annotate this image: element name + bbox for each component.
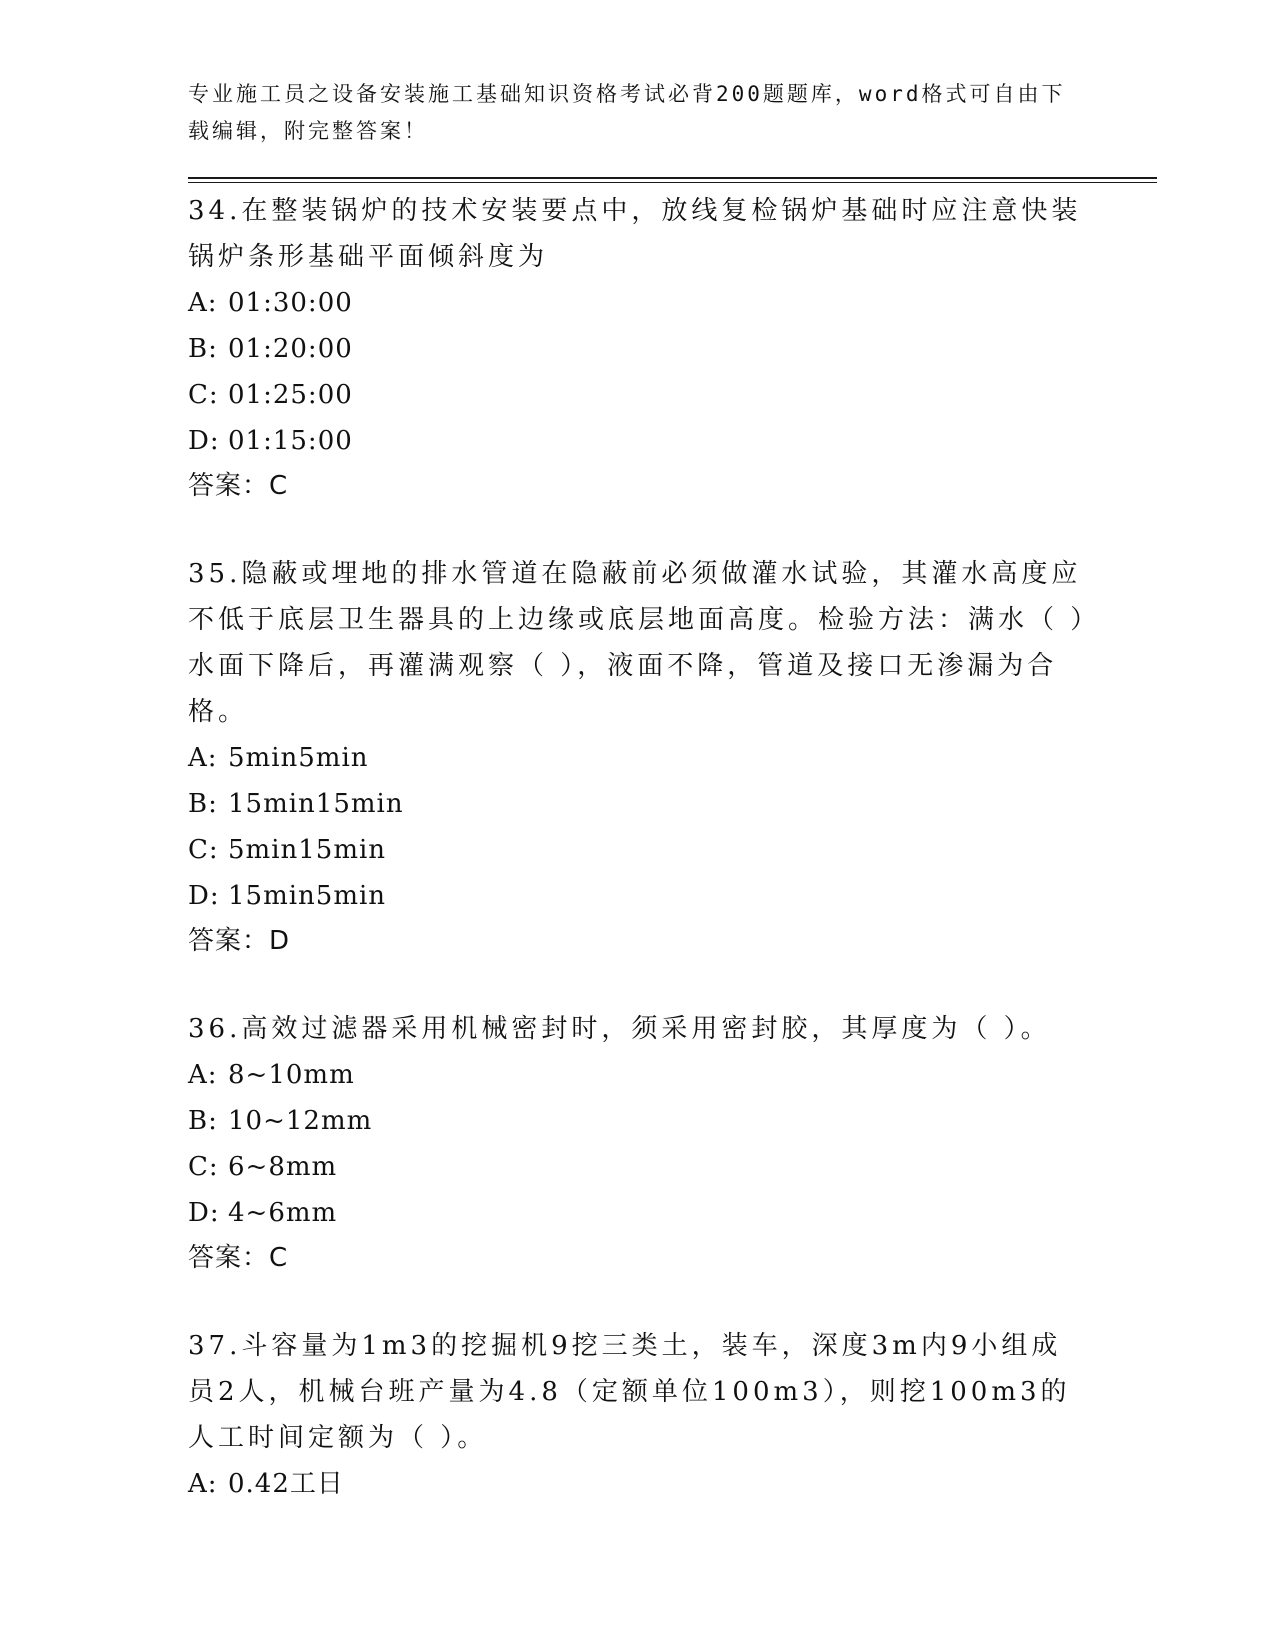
option-d <box>188 418 1088 464</box>
option-text: 5min15min <box>228 835 387 865</box>
answer: 答案：C <box>188 1243 289 1273</box>
document-header: 专业施工员之设备安装施工基础知识资格考试必背200题题库，word格式可自由下载编辑，附完整答案！ <box>188 82 1066 143</box>
option-text: 01:30:00 <box>228 288 353 318</box>
option-text: 4~6mm <box>228 1198 338 1228</box>
option-d <box>188 873 1088 919</box>
option-a <box>188 735 1088 781</box>
option-a <box>188 1461 1088 1507</box>
option-letter: A: <box>188 288 218 318</box>
option-letter: D: <box>188 1198 220 1228</box>
option-c <box>188 827 1088 873</box>
option-b <box>188 1098 1088 1144</box>
question-stem: 36.高效过滤器采用机械密封时，须采用密封胶，其厚度为（ ）。 <box>188 1014 1051 1044</box>
option-letter: B: <box>188 334 218 364</box>
option-text: 8~10mm <box>228 1060 355 1090</box>
option-letter: D: <box>188 881 220 911</box>
option-text: 6~8mm <box>228 1152 338 1182</box>
option-letter: A: <box>188 1060 218 1090</box>
option-text: 01:20:00 <box>228 334 353 364</box>
option-b <box>188 781 1088 827</box>
option-letter: D: <box>188 426 220 456</box>
question-stem: 37.斗容量为1m3的挖掘机9挖三类土，装车，深度3m内9小组成员2人，机械台班产量为4.8（定额单位100m3），则挖100m3的人工时间定额为（ ）。 <box>188 1331 1071 1453</box>
header-divider-thin <box>188 182 1157 183</box>
question-stem: 35.隐蔽或埋地的排水管道在隐蔽前必须做灌水试验，其灌水高度应不低于底层卫生器具的上边缘或底层地面高度。检验方法：满水（ ）水面下降后，再灌满观察（ ），液面不降，管道及接口无渗漏为合格。 <box>188 559 1088 727</box>
option-letter: C: <box>188 380 219 410</box>
option-letter: B: <box>188 789 218 819</box>
question-36 <box>188 1006 1088 1280</box>
question-34 <box>188 188 1088 508</box>
option-a <box>188 280 1088 326</box>
option-letter: A: <box>188 1469 218 1499</box>
question-37 <box>188 1323 1088 1507</box>
option-text: 15min15min <box>228 789 404 819</box>
question-35 <box>188 551 1088 963</box>
option-letter: C: <box>188 1152 219 1182</box>
option-text: 15min5min <box>228 881 387 911</box>
question-list <box>188 188 1088 1550</box>
option-letter: B: <box>188 1106 218 1136</box>
option-c <box>188 1144 1088 1190</box>
option-text: 5min5min <box>228 743 369 773</box>
option-b <box>188 326 1088 372</box>
answer: 答案：D <box>188 926 291 956</box>
option-text: 0.42工日 <box>228 1469 344 1499</box>
option-text: 10~12mm <box>228 1106 373 1136</box>
option-letter: C: <box>188 835 219 865</box>
option-letter: A: <box>188 743 218 773</box>
option-c <box>188 372 1088 418</box>
option-a <box>188 1052 1088 1098</box>
option-d <box>188 1190 1088 1236</box>
question-stem: 34.在整装锅炉的技术安装要点中，放线复检锅炉基础时应注意快装锅炉条形基础平面倾斜度为 <box>188 196 1082 272</box>
answer: 答案：C <box>188 471 289 501</box>
header-divider-thick <box>188 177 1157 179</box>
option-text: 01:15:00 <box>228 426 353 456</box>
option-text: 01:25:00 <box>228 380 353 410</box>
